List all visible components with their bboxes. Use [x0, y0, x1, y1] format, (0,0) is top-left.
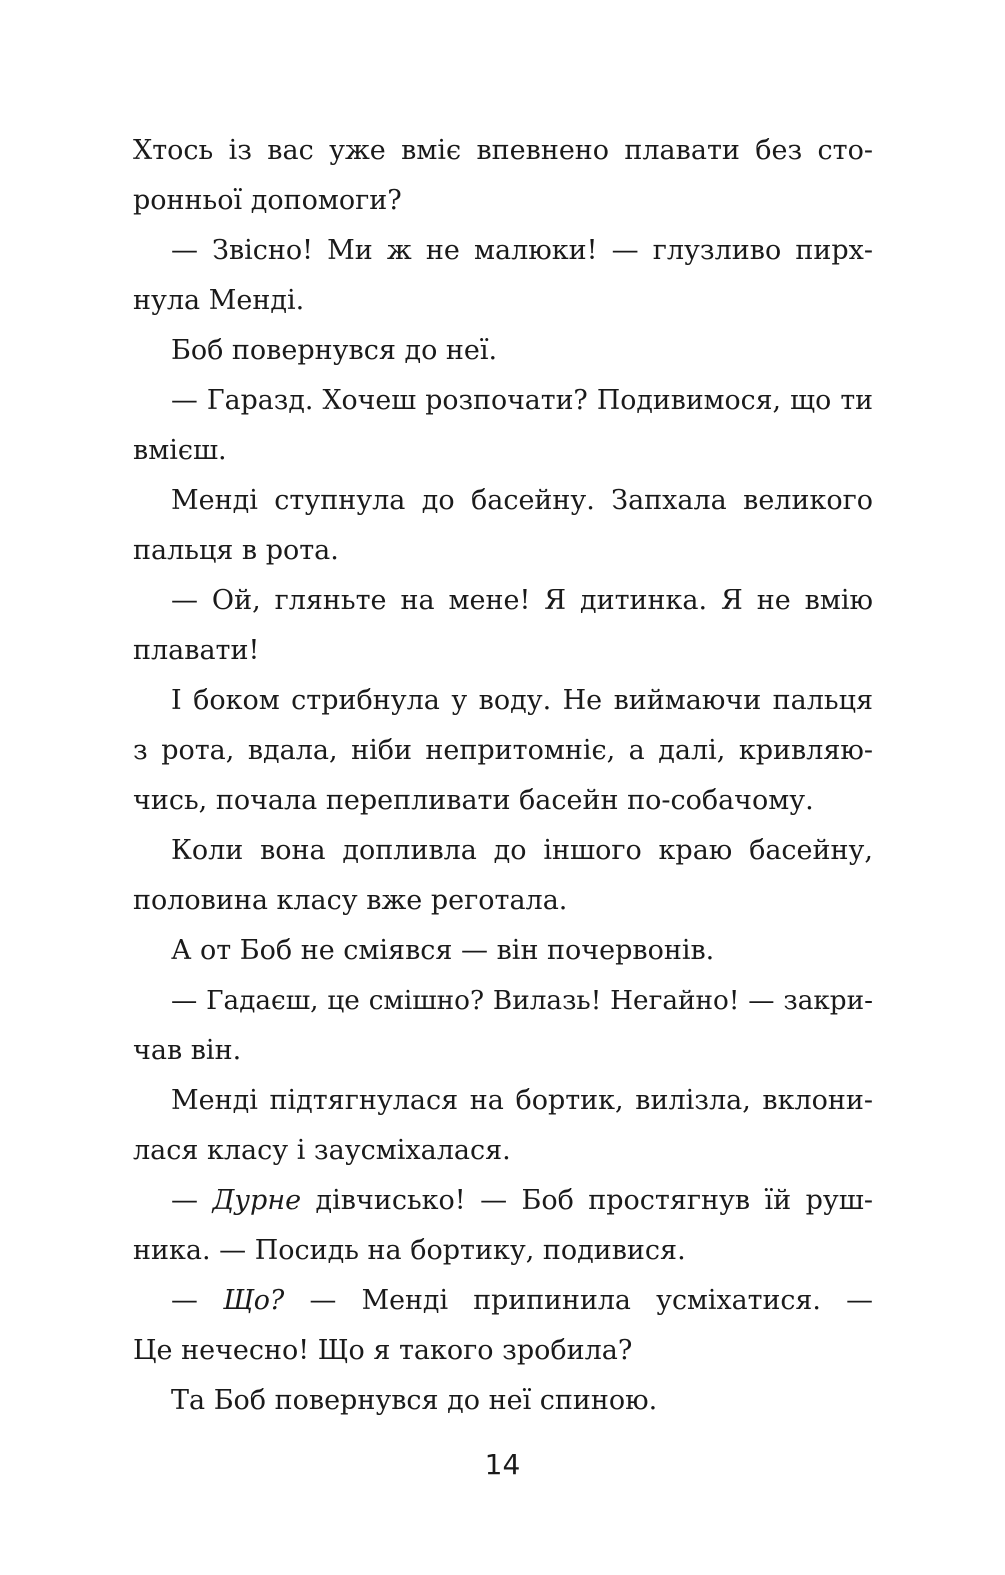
text-segment: ника. — Посидь на бортику, подивися.	[133, 1235, 686, 1266]
text-line	[133, 176, 873, 226]
text-line	[133, 326, 873, 376]
text-line	[133, 1276, 873, 1326]
text-line	[133, 426, 873, 476]
italic-segment: Що?	[223, 1285, 285, 1316]
text-line	[133, 1126, 873, 1176]
text-segment: чав він.	[133, 1035, 242, 1066]
text-segment: — Звісно! Ми ж не малюки! — глузливо пирх-	[171, 235, 873, 266]
text-segment: Боб повернувся до неї.	[171, 335, 498, 366]
text-line	[133, 876, 873, 926]
text-line	[133, 1376, 873, 1426]
text-segment: Це нечесно! Що я такого зробила?	[133, 1335, 633, 1366]
text-segment: чись, почала перепливати басейн по-собачому.	[133, 785, 814, 816]
text-segment: А от Боб не сміявся — він почервонів.	[171, 935, 715, 966]
text-line	[133, 1176, 873, 1226]
text-line	[133, 276, 873, 326]
text-segment: Менді підтягнулася на бортик, вилізла, вклони-	[171, 1085, 873, 1116]
text-segment: пальця в рота.	[133, 535, 339, 566]
text-segment: І боком стрибнула у воду. Не виймаючи пальця	[171, 685, 873, 716]
text-line	[133, 126, 873, 176]
text-line	[133, 226, 873, 276]
text-segment: —	[171, 1185, 213, 1216]
text-line	[133, 676, 873, 726]
text-line	[133, 626, 873, 676]
text-line	[133, 926, 873, 976]
text-segment: половина класу вже реготала.	[133, 885, 568, 916]
text-line	[133, 1026, 873, 1076]
text-segment: — Гадаєш, це смішно? Вилазь! Негайно! — закри-	[171, 986, 873, 1016]
text-line	[133, 576, 873, 626]
text-line	[133, 1326, 873, 1376]
page-number: 14	[484, 1448, 521, 1481]
text-segment: з рота, вдала, ніби непритомніє, а далі, кривляю-	[133, 735, 873, 766]
text-segment: дівчисько! — Боб простягнув їй руш-	[301, 1185, 873, 1216]
text-line	[133, 1076, 873, 1126]
text-segment: лася класу і заусміхалася.	[133, 1135, 511, 1166]
text-line	[133, 1226, 873, 1276]
text-segment: Коли вона допливла до іншого краю басейну,	[171, 835, 873, 866]
text-segment: Хтось із вас уже вміє впевнено плавати без сто-	[133, 135, 873, 166]
text-line	[133, 776, 873, 826]
text-line	[133, 826, 873, 876]
text-segment: плавати!	[133, 635, 260, 666]
text-segment: — Ой, гляньте на мене! Я дитинка. Я не вмію	[171, 585, 873, 616]
text-segment: — Гаразд. Хочеш розпочати? Подивимося, що ти	[171, 385, 873, 416]
text-line	[133, 976, 873, 1026]
text-line	[133, 376, 873, 426]
body-text	[133, 126, 873, 1426]
text-line	[133, 526, 873, 576]
text-segment: нула Менді.	[133, 285, 305, 316]
text-segment: ронньої допомоги?	[133, 185, 402, 216]
text-line	[133, 476, 873, 526]
text-segment: Менді ступнула до басейну. Запхала великого	[171, 485, 873, 516]
text-segment: —	[171, 1285, 224, 1316]
text-segment: вмієш.	[133, 435, 227, 466]
text-segment: Та Боб повернувся до неї спиною.	[171, 1385, 658, 1416]
italic-segment: Дурне	[212, 1185, 302, 1216]
text-segment: — Менді припинила усміхатися. —	[284, 1285, 873, 1316]
text-line	[133, 726, 873, 776]
